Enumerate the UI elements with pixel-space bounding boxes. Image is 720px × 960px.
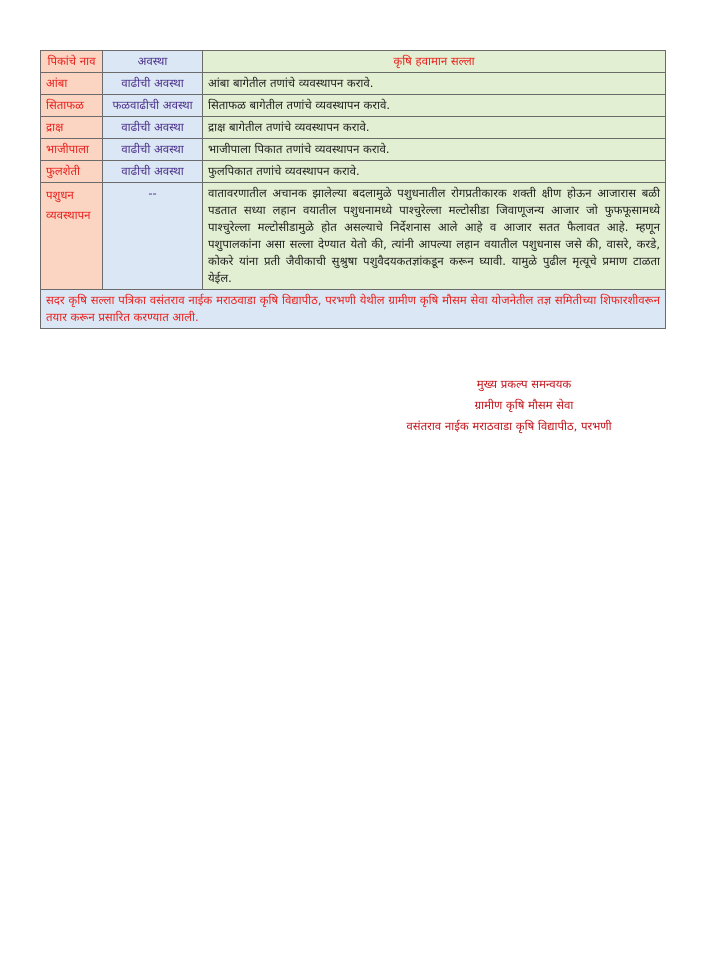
footer-note: सदर कृषि सल्ला पत्रिका वसंतराव नाईक मराठवाडा कृषि विद्यापीठ, परभणी येथील ग्रामीण कृषि मौसम सेवा योजनेतील तज्ञ समितीच्या शिफारशीवरून तयार करून प्रसारित करण्यात आली. <box>41 290 666 329</box>
header-advisory: कृषि हवामान सल्ला <box>203 51 666 73</box>
crop-name-cell: द्राक्ष <box>41 117 103 139</box>
stage-cell: वाढीची अवस्था <box>103 161 203 183</box>
advisory-cell: भाजीपाला पिकात तणांचे व्यवस्थापन करावे. <box>203 139 666 161</box>
advisory-cell: द्राक्ष बागेतील तणांचे व्यवस्थापन करावे. <box>203 117 666 139</box>
crop-name-cell: फुलशेती <box>41 161 103 183</box>
crop-name-cell: सिताफळ <box>41 95 103 117</box>
crop-name-cell: पशुधन व्यवस्थापन <box>41 183 103 290</box>
crop-name-cell: भाजीपाला <box>41 139 103 161</box>
stage-cell: वाढीची अवस्था <box>103 117 203 139</box>
table-row <box>41 183 666 290</box>
signature-service: ग्रामीण कृषि मौसम सेवा <box>474 398 574 412</box>
stage-cell: वाढीची अवस्था <box>103 139 203 161</box>
header-crop-name: पिकांचे नाव <box>41 51 103 73</box>
footer-note-row <box>41 290 666 329</box>
stage-cell: फळवाढीची अवस्था <box>103 95 203 117</box>
advisory-cell: वातावरणातील अचानक झालेल्या बदलामुळे पशुधनातील रोगप्रतीकारक शक्ती क्षीण होऊन आजारास बळी पडतात सध्या लहान वयातील पशुधनामध्ये पाश्चुरेल्ला मल्टोसीडा जिवाणूजन्य आजार जो फुफफूसामध्ये पाश्चुरेल्ला मल्टोसीडामुळे होत असल्याचे निर्देशनास आले आहे व आजार सतत फैलावत आहे. म्हणून पशुपालकांना असा सल्ला देण्यात येतो की, त्यांनी आपल्या लहान वयातील पशुधनास जसे की, वासरे, करडे, कोकरे यांना प्रती जैवीकाची सुश्रुषा पशुवैदयकतज्ञांकडून करून घ्यावी. यामुळे पुढील मृत्यूचे प्रमाण टाळता येईल. <box>203 183 666 290</box>
advisory-cell: आंबा बागेतील तणांचे व्यवस्थापन करावे. <box>203 73 666 95</box>
advisory-cell: सिताफळ बागेतील तणांचे व्यवस्थापन करावे. <box>203 95 666 117</box>
table-row <box>41 95 666 117</box>
header-stage: अवस्था <box>103 51 203 73</box>
signature-title: मुख्य प्रकल्प समन्वयक <box>476 377 572 391</box>
table-header-row <box>41 51 666 73</box>
advisory-cell: फुलपिकात तणांचे व्यवस्थापन करावे. <box>203 161 666 183</box>
stage-cell: -- <box>103 183 203 290</box>
crop-name-cell: आंबा <box>41 73 103 95</box>
table-row <box>41 73 666 95</box>
signature-university: वसंतराव नाईक मराठवाडा कृषि विद्यापीठ, परभणी <box>406 419 612 433</box>
signature-block <box>394 374 654 437</box>
table-row <box>41 117 666 139</box>
table-row <box>41 161 666 183</box>
table-row <box>41 139 666 161</box>
advisory-table <box>40 50 666 329</box>
stage-cell: वाढीची अवस्था <box>103 73 203 95</box>
